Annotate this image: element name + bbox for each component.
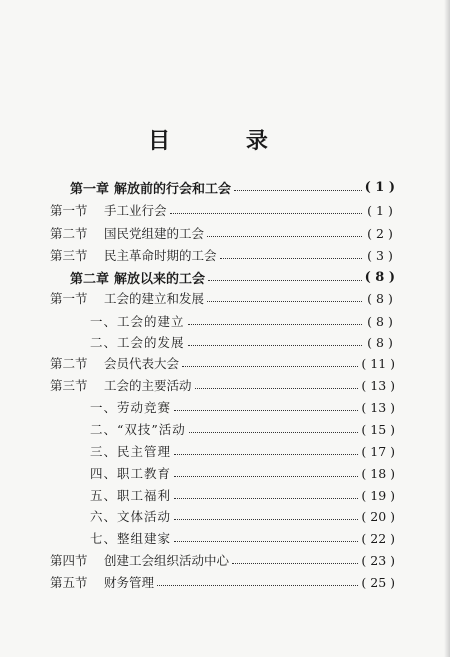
toc-leader	[207, 301, 362, 302]
toc-entry-subsection	[90, 398, 395, 416]
toc-leader	[234, 190, 362, 191]
toc-entry-page: ( 1 )	[367, 202, 393, 218]
toc-leader	[174, 519, 358, 520]
toc-entry-subsection	[90, 420, 395, 438]
toc-entry-title: 工会的主要活动	[104, 378, 192, 393]
toc-leader	[174, 541, 358, 542]
toc-entry-number: 第五节	[50, 575, 88, 590]
toc-entry-page: ( 15 )	[361, 421, 395, 437]
toc-entry-page: ( 19 )	[361, 487, 395, 503]
toc-entry-number: 第二章	[70, 271, 110, 287]
toc-entry-page: ( 8 )	[364, 269, 395, 285]
toc-entry-subsection	[90, 507, 395, 525]
toc-entry-number: 第三节	[50, 248, 88, 263]
toc-entry-title: 解放前的行会和工会	[114, 181, 232, 197]
toc-leader	[188, 324, 362, 325]
toc-entry-section	[50, 376, 395, 394]
toc-entry-title: 会员代表大会	[104, 356, 180, 371]
toc-entry-title: 手工业行会	[104, 203, 167, 218]
toc-entry-section	[50, 573, 395, 591]
toc-entry-title: 四、职工教育	[90, 466, 172, 481]
toc-entry-page: ( 8 )	[367, 290, 393, 306]
page-edge-shadow	[444, 0, 450, 657]
toc-entry-page: ( 17 )	[361, 443, 395, 459]
toc-leader	[220, 258, 362, 259]
toc-entry-subsection	[90, 529, 395, 547]
toc-entry-number: 第一章	[70, 181, 110, 197]
toc-leader	[195, 388, 359, 389]
toc-entry-title: 一、工会的建立	[90, 314, 185, 329]
toc-entry-title: 五、职工福利	[90, 488, 172, 503]
toc-entry-title: 七、整组建家	[90, 531, 172, 546]
toc-entry-title: 财务管理	[104, 575, 155, 590]
toc-entry-subsection	[90, 333, 395, 351]
toc-entry-page: ( 1 )	[364, 179, 395, 195]
toc-entry-title: 一、劳动竞赛	[90, 400, 172, 415]
toc-entry-section	[50, 289, 395, 307]
toc-leader	[232, 563, 358, 564]
toc-entry-subsection	[90, 486, 395, 504]
toc-entry-page: ( 8 )	[367, 313, 393, 329]
toc-entry-page: ( 20 )	[361, 508, 395, 524]
toc-entry-title: 工会的建立和发展	[104, 291, 205, 306]
toc-entry-subsection	[90, 464, 395, 482]
toc-entry-number: 第四节	[50, 553, 88, 568]
toc-entry-page: ( 3 )	[367, 247, 393, 263]
toc-entry-chapter-2	[70, 268, 395, 286]
toc-leader	[170, 213, 362, 214]
toc-entry-page: ( 18 )	[361, 465, 395, 481]
toc-entry-number: 第一节	[50, 291, 88, 306]
toc-entry-page: ( 13 )	[361, 399, 395, 415]
toc-entry-number: 第二节	[50, 356, 88, 371]
toc-entry-section	[50, 224, 395, 242]
toc-entry-page: ( 25 )	[361, 574, 395, 590]
toc-entry-page: ( 11 )	[361, 355, 395, 371]
toc-entry-number: 第一节	[50, 203, 88, 218]
toc-entry-title: 国民党组建的工会	[104, 226, 205, 241]
toc-leader	[174, 498, 358, 499]
toc-entry-chapter-1	[70, 178, 395, 196]
toc-entry-number: 第三节	[50, 378, 88, 393]
toc-entry-section	[50, 551, 395, 569]
toc-entry-page: ( 22 )	[361, 530, 395, 546]
toc-leader	[174, 454, 358, 455]
toc-leader	[208, 280, 362, 281]
toc-entry-title: 二、“双技”活动	[90, 422, 186, 437]
page-title: 目 录	[148, 128, 302, 154]
toc-leader	[189, 432, 359, 433]
toc-entry-title: 六、文体活动	[90, 509, 172, 524]
toc-leader	[174, 410, 358, 411]
toc-entry-section	[50, 354, 395, 372]
toc-leader	[188, 345, 362, 346]
toc-entry-number: 第二节	[50, 226, 88, 241]
toc-entry-page: ( 23 )	[361, 552, 395, 568]
toc-leader	[182, 366, 358, 367]
toc-entry-page: ( 2 )	[367, 225, 393, 241]
toc-entry-title: 创建工会组织活动中心	[104, 553, 230, 568]
toc-entry-subsection	[90, 442, 395, 460]
toc-leader	[157, 585, 358, 586]
toc-entry-title: 解放以来的工会	[114, 271, 206, 287]
toc-entry-page: ( 13 )	[361, 377, 395, 393]
toc-entry-section	[50, 246, 395, 264]
toc-entry-title: 二、工会的发展	[90, 335, 185, 350]
toc-entry-section	[50, 201, 395, 219]
toc-entry-title: 民主革命时期的工会	[104, 248, 217, 263]
toc-entry-subsection	[90, 312, 395, 330]
toc-leader	[174, 476, 358, 477]
toc-leader	[207, 236, 362, 237]
toc-entry-title: 三、民主管理	[90, 444, 172, 459]
toc-entry-page: ( 8 )	[367, 334, 393, 350]
